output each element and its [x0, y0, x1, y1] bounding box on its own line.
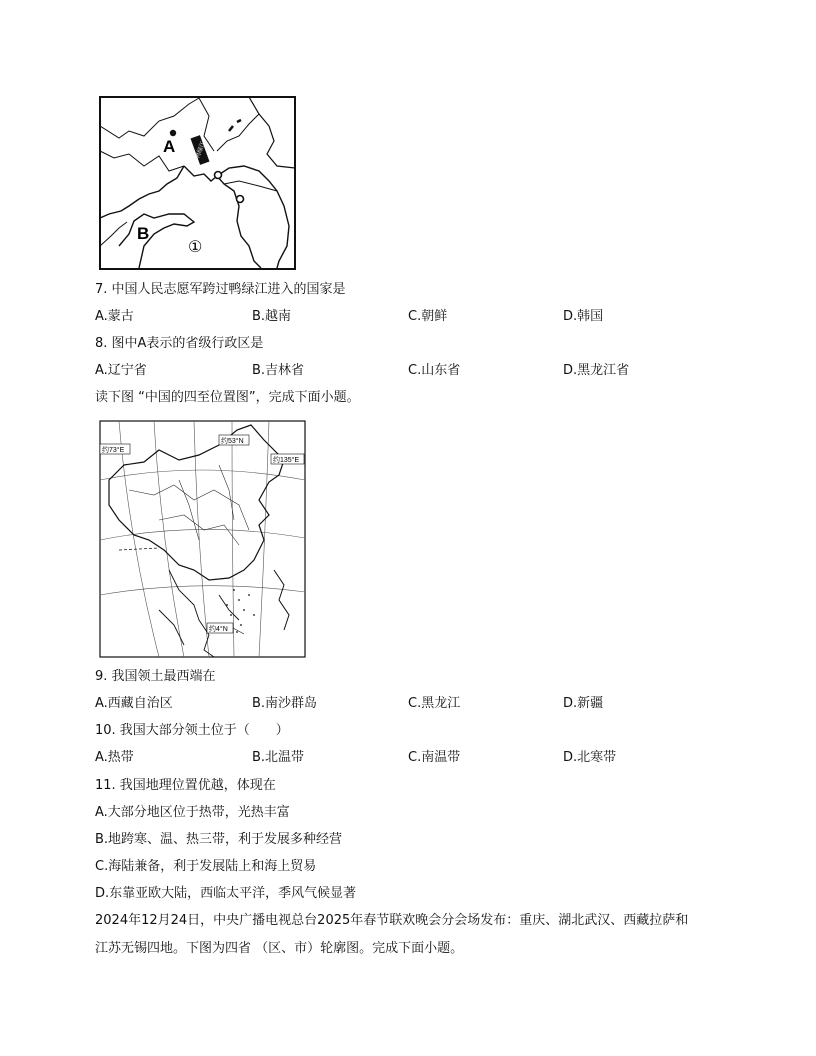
west-extreme-label: 约73°E: [102, 447, 125, 454]
q10-option-a[interactable]: A.热带: [95, 750, 134, 765]
q9-option-b[interactable]: B.南沙群岛: [252, 696, 318, 711]
q7-option-b[interactable]: B.越南: [252, 309, 292, 324]
q10-option-c[interactable]: C.南温带: [408, 750, 461, 765]
label-sea-1: ①: [188, 239, 203, 256]
q9-option-d[interactable]: D.新疆: [563, 696, 604, 711]
intro-spring-festival-line-1: 2024年12月24日，中央广播电视总台2025年春节联欢晚会分会场发布：重庆、湖北武汉、西藏拉萨和: [95, 913, 689, 928]
q8-option-b[interactable]: B.吉林省: [252, 363, 305, 378]
intro-spring-festival-line-2: 江苏无锡四地。下图为四省 （区、市）轮廓图。完成下面小题。: [95, 941, 464, 956]
yalu-river-label: 鸭绿江: [195, 140, 207, 160]
q7-option-a[interactable]: A.蒙古: [95, 309, 134, 324]
south-extreme-label: 约4°N: [209, 626, 228, 633]
china-extremes-map: [99, 420, 306, 658]
q8-option-c[interactable]: C.山东省: [408, 363, 461, 378]
q7-option-d[interactable]: D.韩国: [563, 309, 604, 324]
north-extreme-label: 约53°N: [221, 438, 244, 445]
q10-option-d[interactable]: D.北寒带: [563, 750, 617, 765]
q8-option-d[interactable]: D.黑龙江省: [563, 363, 630, 378]
q8-option-a[interactable]: A.辽宁省: [95, 363, 147, 378]
intro-four-extremes: 读下图 “中国的四至位置图”，完成下面小题。: [95, 390, 360, 405]
northeast-china-map: [99, 96, 296, 270]
label-b: B: [137, 224, 150, 243]
q9-option-a[interactable]: A.西藏自治区: [95, 696, 173, 711]
q7-option-c[interactable]: C.朝鲜: [408, 309, 448, 324]
question-7-stem: 7. 中国人民志愿军跨过鸭绿江进入的国家是: [95, 282, 346, 297]
q11-option-d[interactable]: D.东靠亚欧大陆，西临太平洋，季风气候显著: [95, 886, 357, 901]
east-extreme-label: 约135°E: [273, 457, 300, 464]
question-11-stem: 11. 我国地理位置优越，体现在: [95, 778, 276, 793]
q10-option-b[interactable]: B.北温带: [252, 750, 305, 765]
q11-option-a[interactable]: A.大部分地区位于热带，光热丰富: [95, 805, 290, 820]
q11-option-b[interactable]: B.地跨寒、温、热三带，利于发展多种经营: [95, 832, 343, 847]
q11-option-c[interactable]: C.海陆兼备，利于发展陆上和海上贸易: [95, 859, 317, 874]
question-10-stem: 10. 我国大部分领土位于（ ）: [95, 723, 289, 738]
q9-option-c[interactable]: C.黑龙江: [408, 696, 461, 711]
label-a: A: [163, 137, 176, 156]
question-8-stem: 8. 图中A表示的省级行政区是: [95, 336, 264, 351]
question-9-stem: 9. 我国领土最西端在: [95, 669, 216, 684]
